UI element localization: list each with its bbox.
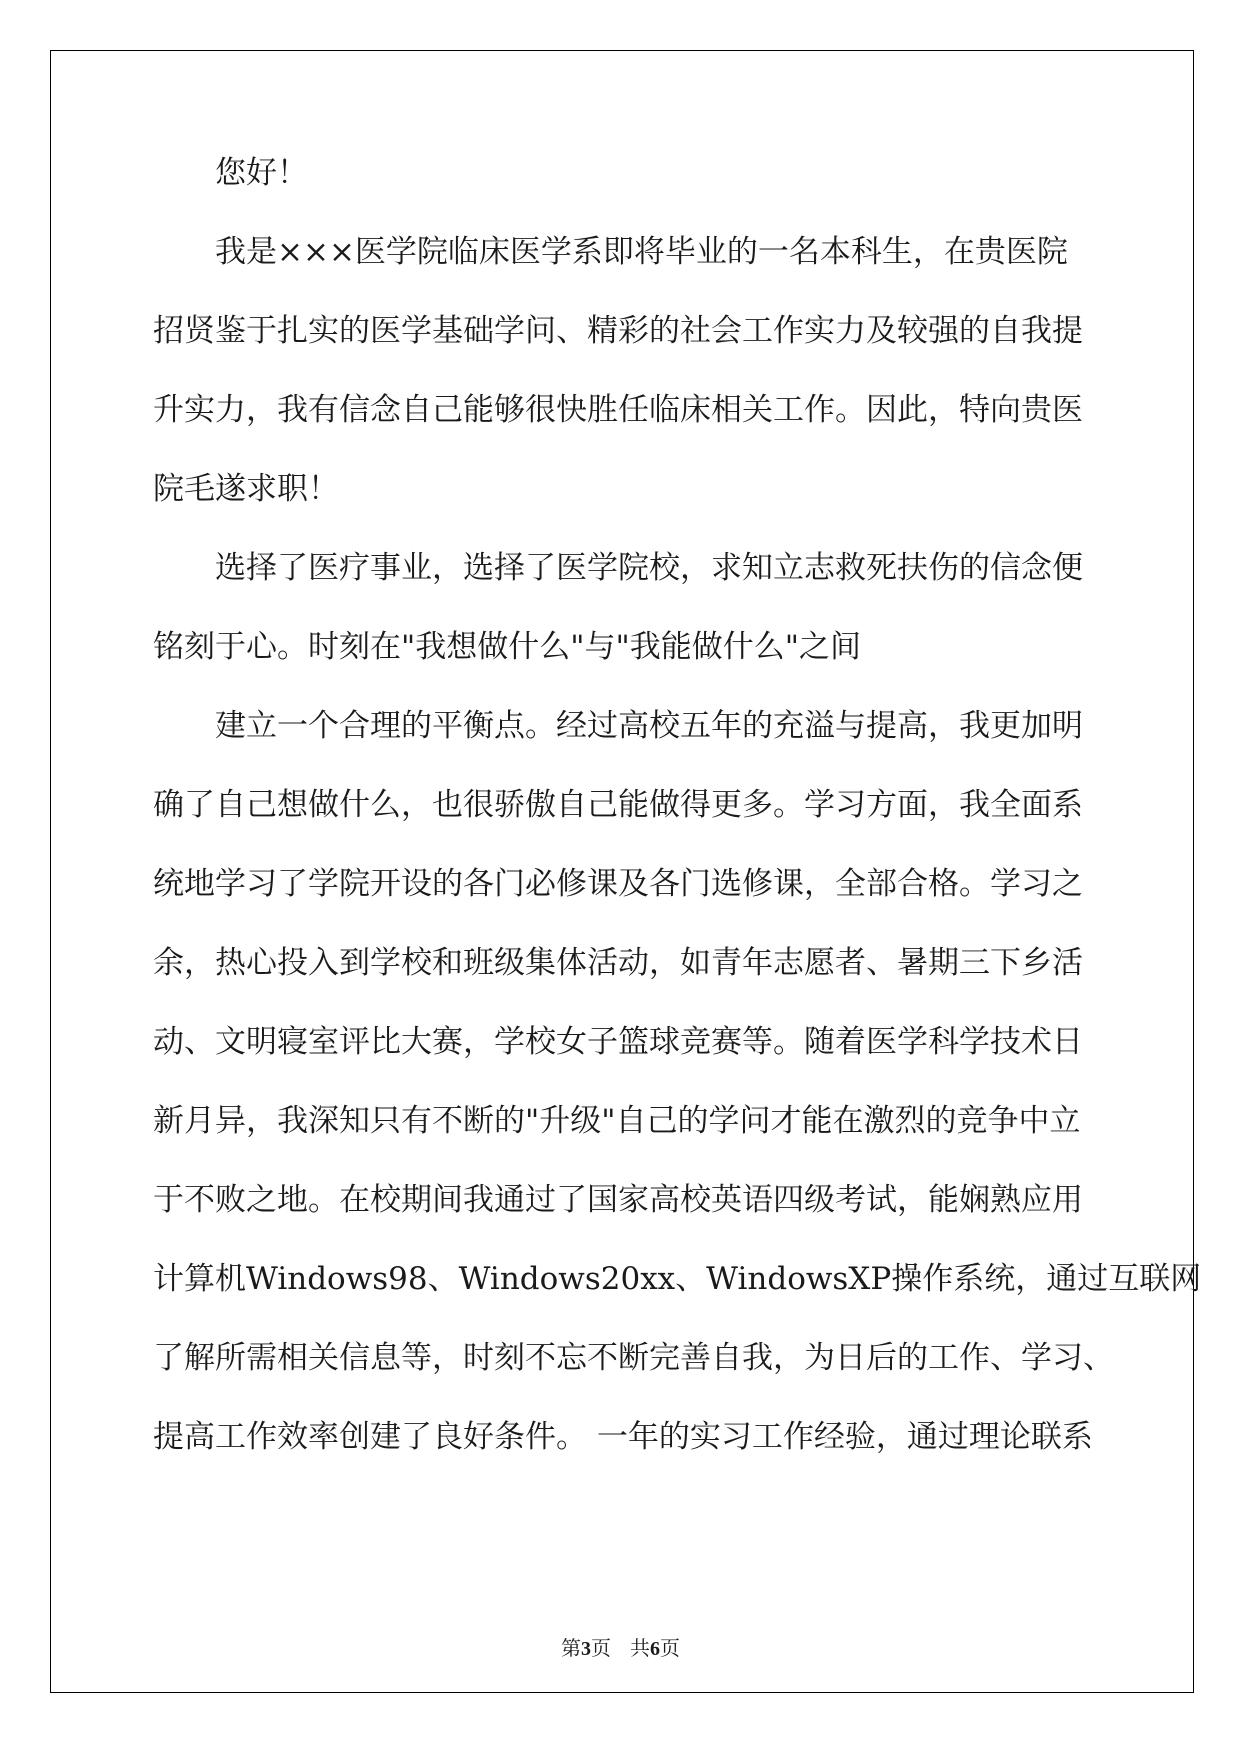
paragraph-3-line-6: 新月异，我深知只有不断的"升级"自己的学问才能在激烈的竞争中立 [153,1103,1081,1139]
greeting-line: 您好！ [215,155,308,191]
paragraph-3-line-7: 于不败之地。在校期间我通过了国家高校英语四级考试，能娴熟应用 [153,1182,1083,1218]
paragraph-3-line-1: 建立一个合理的平衡点。经过高校五年的充溢与提高，我更加明 [215,708,1083,744]
page-footer [0,1632,1241,1661]
paragraph-1-line-4: 院毛遂求职！ [153,471,339,507]
paragraph-1-line-2: 招贤鉴于扎实的医学基础学问、精彩的社会工作实力及较强的自我提 [153,313,1083,349]
paragraph-3-line-5: 动、文明寝室评比大赛，学校女子篮球竞赛等。随着医学科学技术日 [153,1024,1083,1060]
total-suffix: 页 [660,1636,681,1660]
letter-body [153,153,1202,1457]
page-suffix: 页 [590,1636,611,1660]
paragraph-2-line-1: 选择了医疗事业，选择了医学院校，求知立志救死扶伤的信念便 [215,550,1083,586]
paragraph-2-line-2: 铭刻于心。时刻在"我想做什么"与"我能做什么"之间 [153,629,862,665]
paragraph-3-line-9: 了解所需相关信息等，时刻不忘不断完善自我，为日后的工作、学习、 [153,1340,1114,1376]
page-prefix: 第 [560,1636,581,1660]
paragraph-3-line-8: 计算机Windows98、Windows20xx、WindowsXP操作系统，通过互联网 [153,1261,1202,1297]
total-prefix: 共 [630,1636,651,1660]
paragraph-3-line-2: 确了自己想做什么，也很骄傲自己能做得更多。学习方面，我全面系 [153,787,1083,823]
paragraph-3-line-4: 余，热心投入到学校和班级集体活动，如青年志愿者、暑期三下乡活 [153,945,1083,981]
total-pages: 6 [650,1638,661,1660]
paragraph-1-line-1: 我是×××医学院临床医学系即将毕业的一名本科生，在贵医院 [215,234,1068,270]
paragraph-1-line-3: 升实力，我有信念自己能够很快胜任临床相关工作。因此，特向贵医 [153,392,1083,428]
paragraph-3-line-10: 提高工作效率创建了良好条件。 一年的实习工作经验，通过理论联系 [153,1419,1093,1455]
paragraph-3-line-3: 统地学习了学院开设的各门必修课及各门选修课，全部合格。学习之 [153,866,1083,902]
page-number: 3 [580,1638,591,1660]
